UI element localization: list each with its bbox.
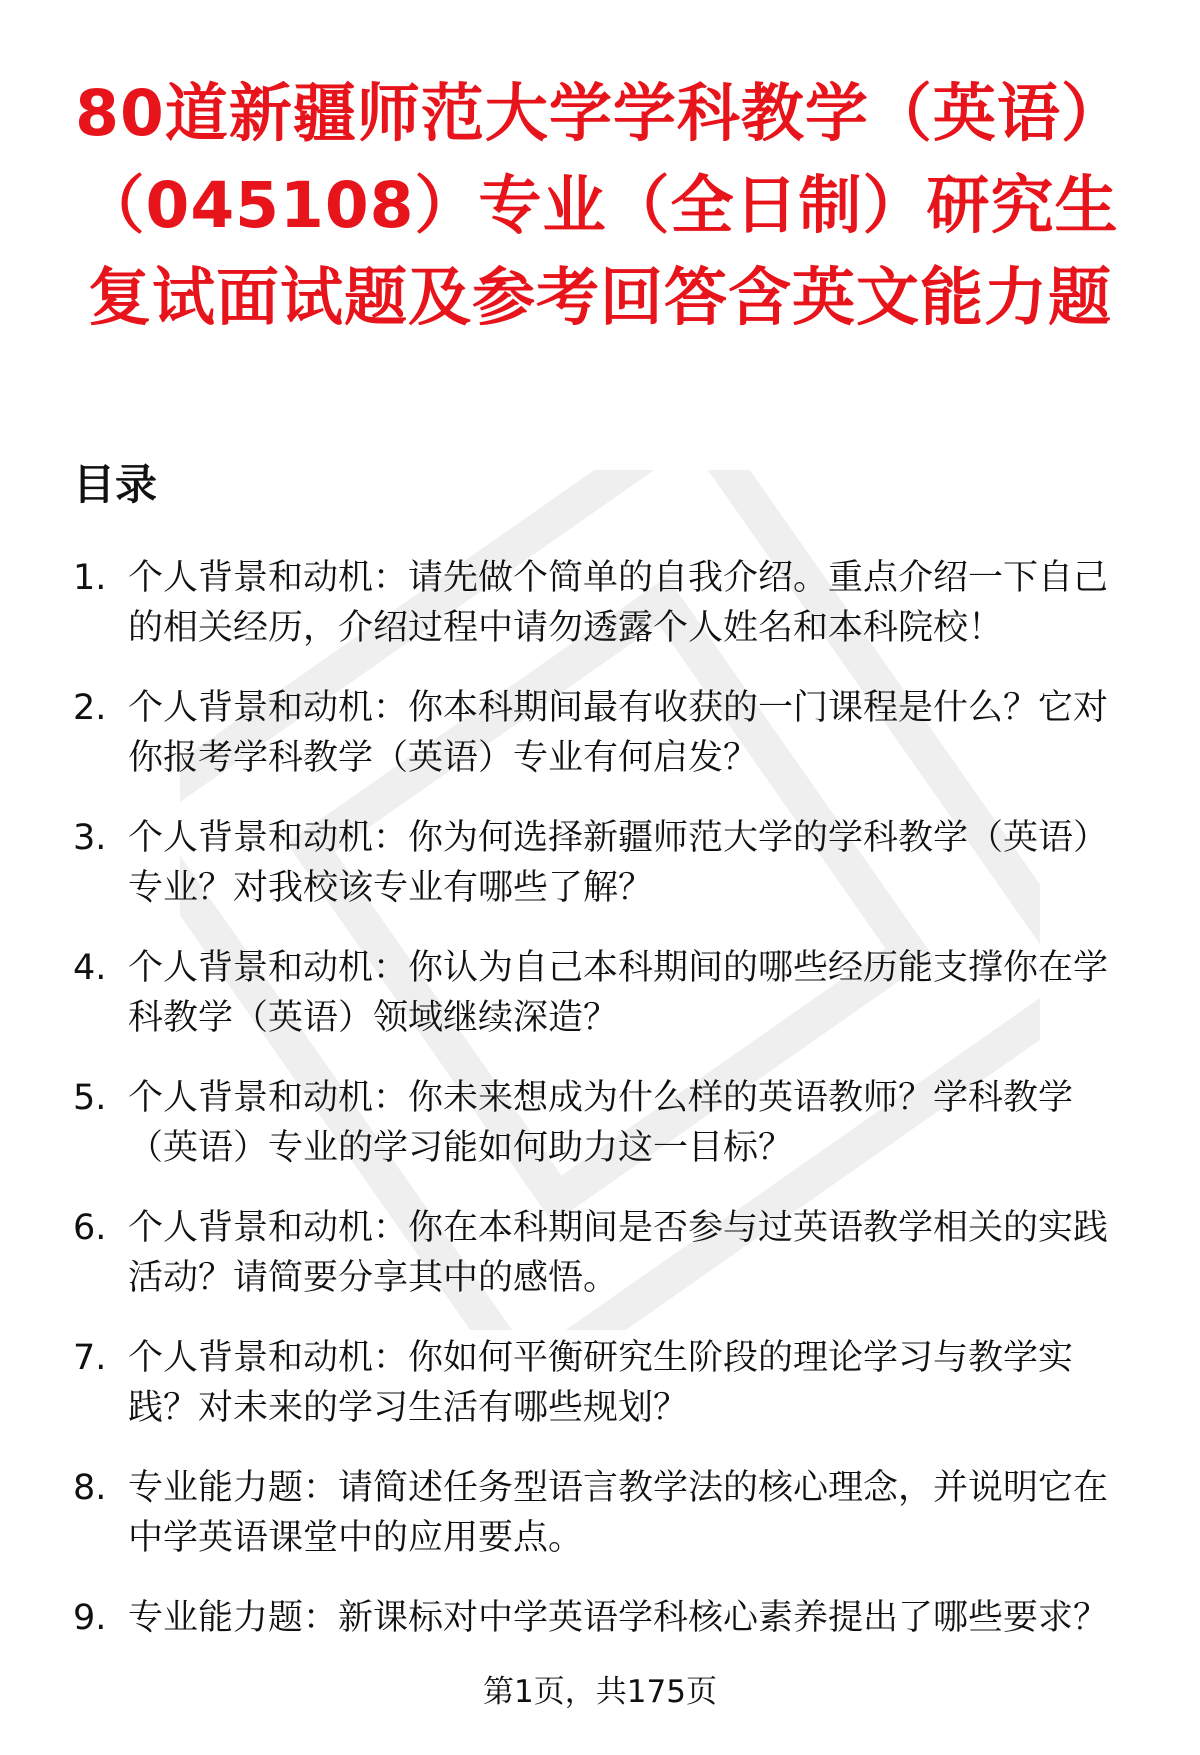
toc-item-number: 2. [73, 688, 107, 728]
page-footer: 第1页，共175页 [483, 1674, 717, 1710]
toc-item-text: 个人背景和动机：你认为自己本科期间的哪些经历能支撑你在学科教学（英语）领域继续深造？ [128, 948, 1109, 1038]
toc-item-number: 4. [73, 948, 107, 988]
toc-item-number: 5. [73, 1078, 107, 1118]
toc-item-number: 1. [73, 558, 107, 598]
toc-item-text: 个人背景和动机：请先做个简单的自我介绍。重点介绍一下自己的相关经历，介绍过程中请勿透露个人姓名和本科院校！ [128, 558, 1109, 648]
toc-item-number: 6. [73, 1208, 107, 1248]
toc-item-text: 个人背景和动机：你为何选择新疆师范大学的学科教学（英语）专业？对我校该专业有哪些了解？ [128, 818, 1109, 908]
toc-heading: 目录 [73, 460, 158, 509]
toc-item-text: 专业能力题：新课标对中学英语学科核心素养提出了哪些要求？ [128, 1598, 1109, 1638]
toc-item-text: 个人背景和动机：你在本科期间是否参与过英语教学相关的实践活动？请简要分享其中的感悟。 [128, 1208, 1109, 1298]
toc-item-number: 9. [73, 1598, 107, 1638]
toc-item-number: 3. [73, 818, 107, 858]
toc-item-text: 个人背景和动机：你未来想成为什么样的英语教师？学科教学（英语）专业的学习能如何助力这一目标？ [128, 1078, 1074, 1168]
toc-item-number: 7. [73, 1338, 107, 1378]
toc-item-text: 个人背景和动机：你本科期间最有收获的一门课程是什么？它对你报考学科教学（英语）专业有何启发？ [128, 688, 1109, 778]
toc-item-text: 专业能力题：请简述任务型语言教学法的核心理念，并说明它在中学英语课堂中的应用要点。 [128, 1468, 1109, 1558]
toc-item-text: 个人背景和动机：你如何平衡研究生阶段的理论学习与教学实践？对未来的学习生活有哪些规划？ [128, 1338, 1074, 1428]
toc-item-number: 8. [73, 1468, 107, 1508]
document-title: 80道新疆师范大学学科教学（英语）（045108）专业（全日制）研究生复试面试题及参考回答含英文能力题 [75, 77, 1125, 334]
